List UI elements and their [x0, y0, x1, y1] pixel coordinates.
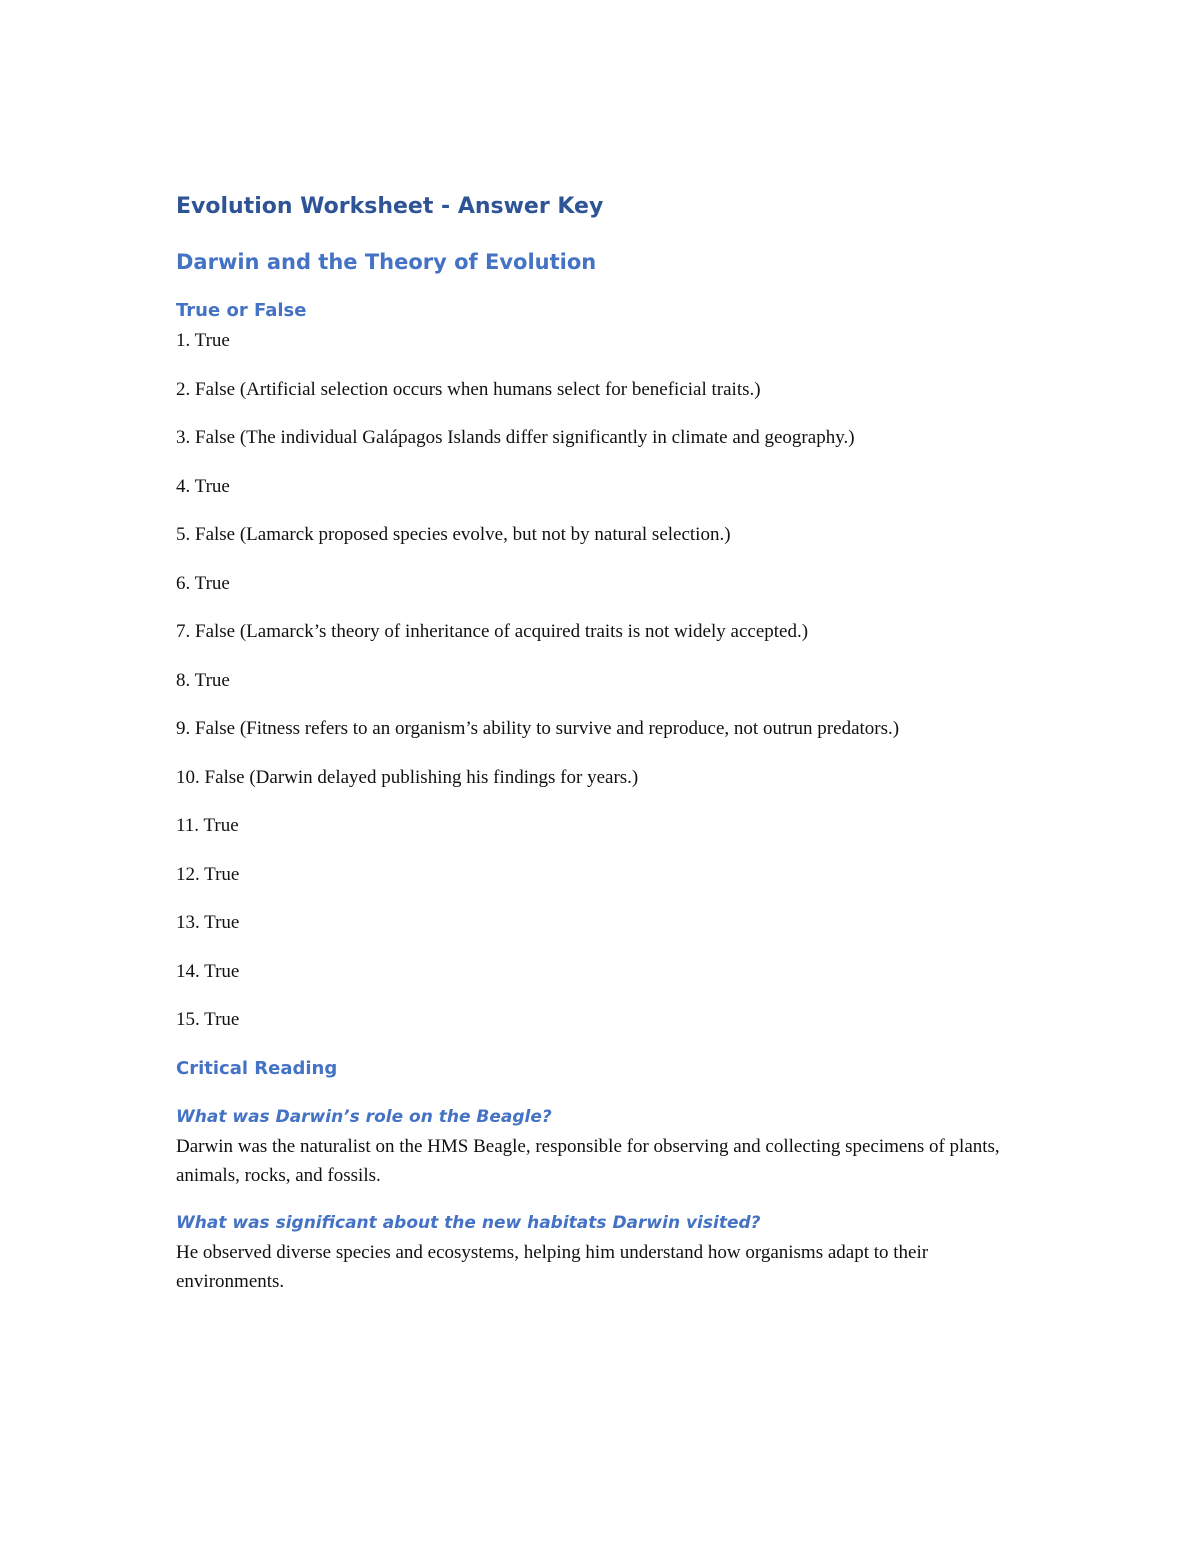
- question-heading: What was significant about the new habitats Darwin visited?: [176, 1213, 761, 1233]
- answer-item: 15. True: [176, 1009, 240, 1030]
- document-page: [176, 188, 1036, 1296]
- answer-item: 4. True: [176, 475, 230, 497]
- true-false-heading: True or False: [176, 300, 307, 321]
- answer-item: 12. True: [176, 863, 240, 885]
- answer-item: 3. False (The individual Galápagos Islands differ significantly in climate and geography.): [176, 427, 855, 448]
- answer-item: 6. True: [176, 572, 230, 594]
- answer-item: 10. False (Darwin delayed publishing his findings for years.): [176, 766, 639, 788]
- answer-item: 9. False (Fitness refers to an organism’s ability to survive and reproduce, not outrun predators.): [176, 718, 900, 739]
- critical-reading-item: [176, 1102, 1036, 1190]
- answer-item: 2. False (Artificial selection occurs when humans select for beneficial traits.): [176, 378, 761, 400]
- answer-item: 7. False (Lamarck’s theory of inheritance of acquired traits is not widely accepted.): [176, 621, 809, 642]
- critical-reading-item: [176, 1208, 1036, 1296]
- answer-item: 1. True: [176, 330, 230, 351]
- question-answer: He observed diverse species and ecosystems, helping him understand how organisms adapt to their environments.: [176, 1242, 929, 1292]
- answer-item: 11. True: [176, 815, 239, 836]
- question-heading: What was Darwin’s role on the Beagle?: [176, 1107, 552, 1127]
- answer-item: 14. True: [176, 960, 240, 982]
- document-title: Evolution Worksheet - Answer Key: [176, 194, 604, 219]
- critical-reading-heading: Critical Reading: [176, 1058, 338, 1079]
- section-heading: Darwin and the Theory of Evolution: [176, 250, 597, 274]
- answer-item: 13. True: [176, 912, 240, 933]
- true-false-answer-list: [176, 326, 1036, 1034]
- question-answer: Darwin was the naturalist on the HMS Beagle, responsible for observing and collecting specimens of plants, animals, rocks, and fossils.: [176, 1136, 1000, 1186]
- answer-item: 8. True: [176, 669, 230, 691]
- answer-item: 5. False (Lamarck proposed species evolve, but not by natural selection.): [176, 524, 731, 545]
